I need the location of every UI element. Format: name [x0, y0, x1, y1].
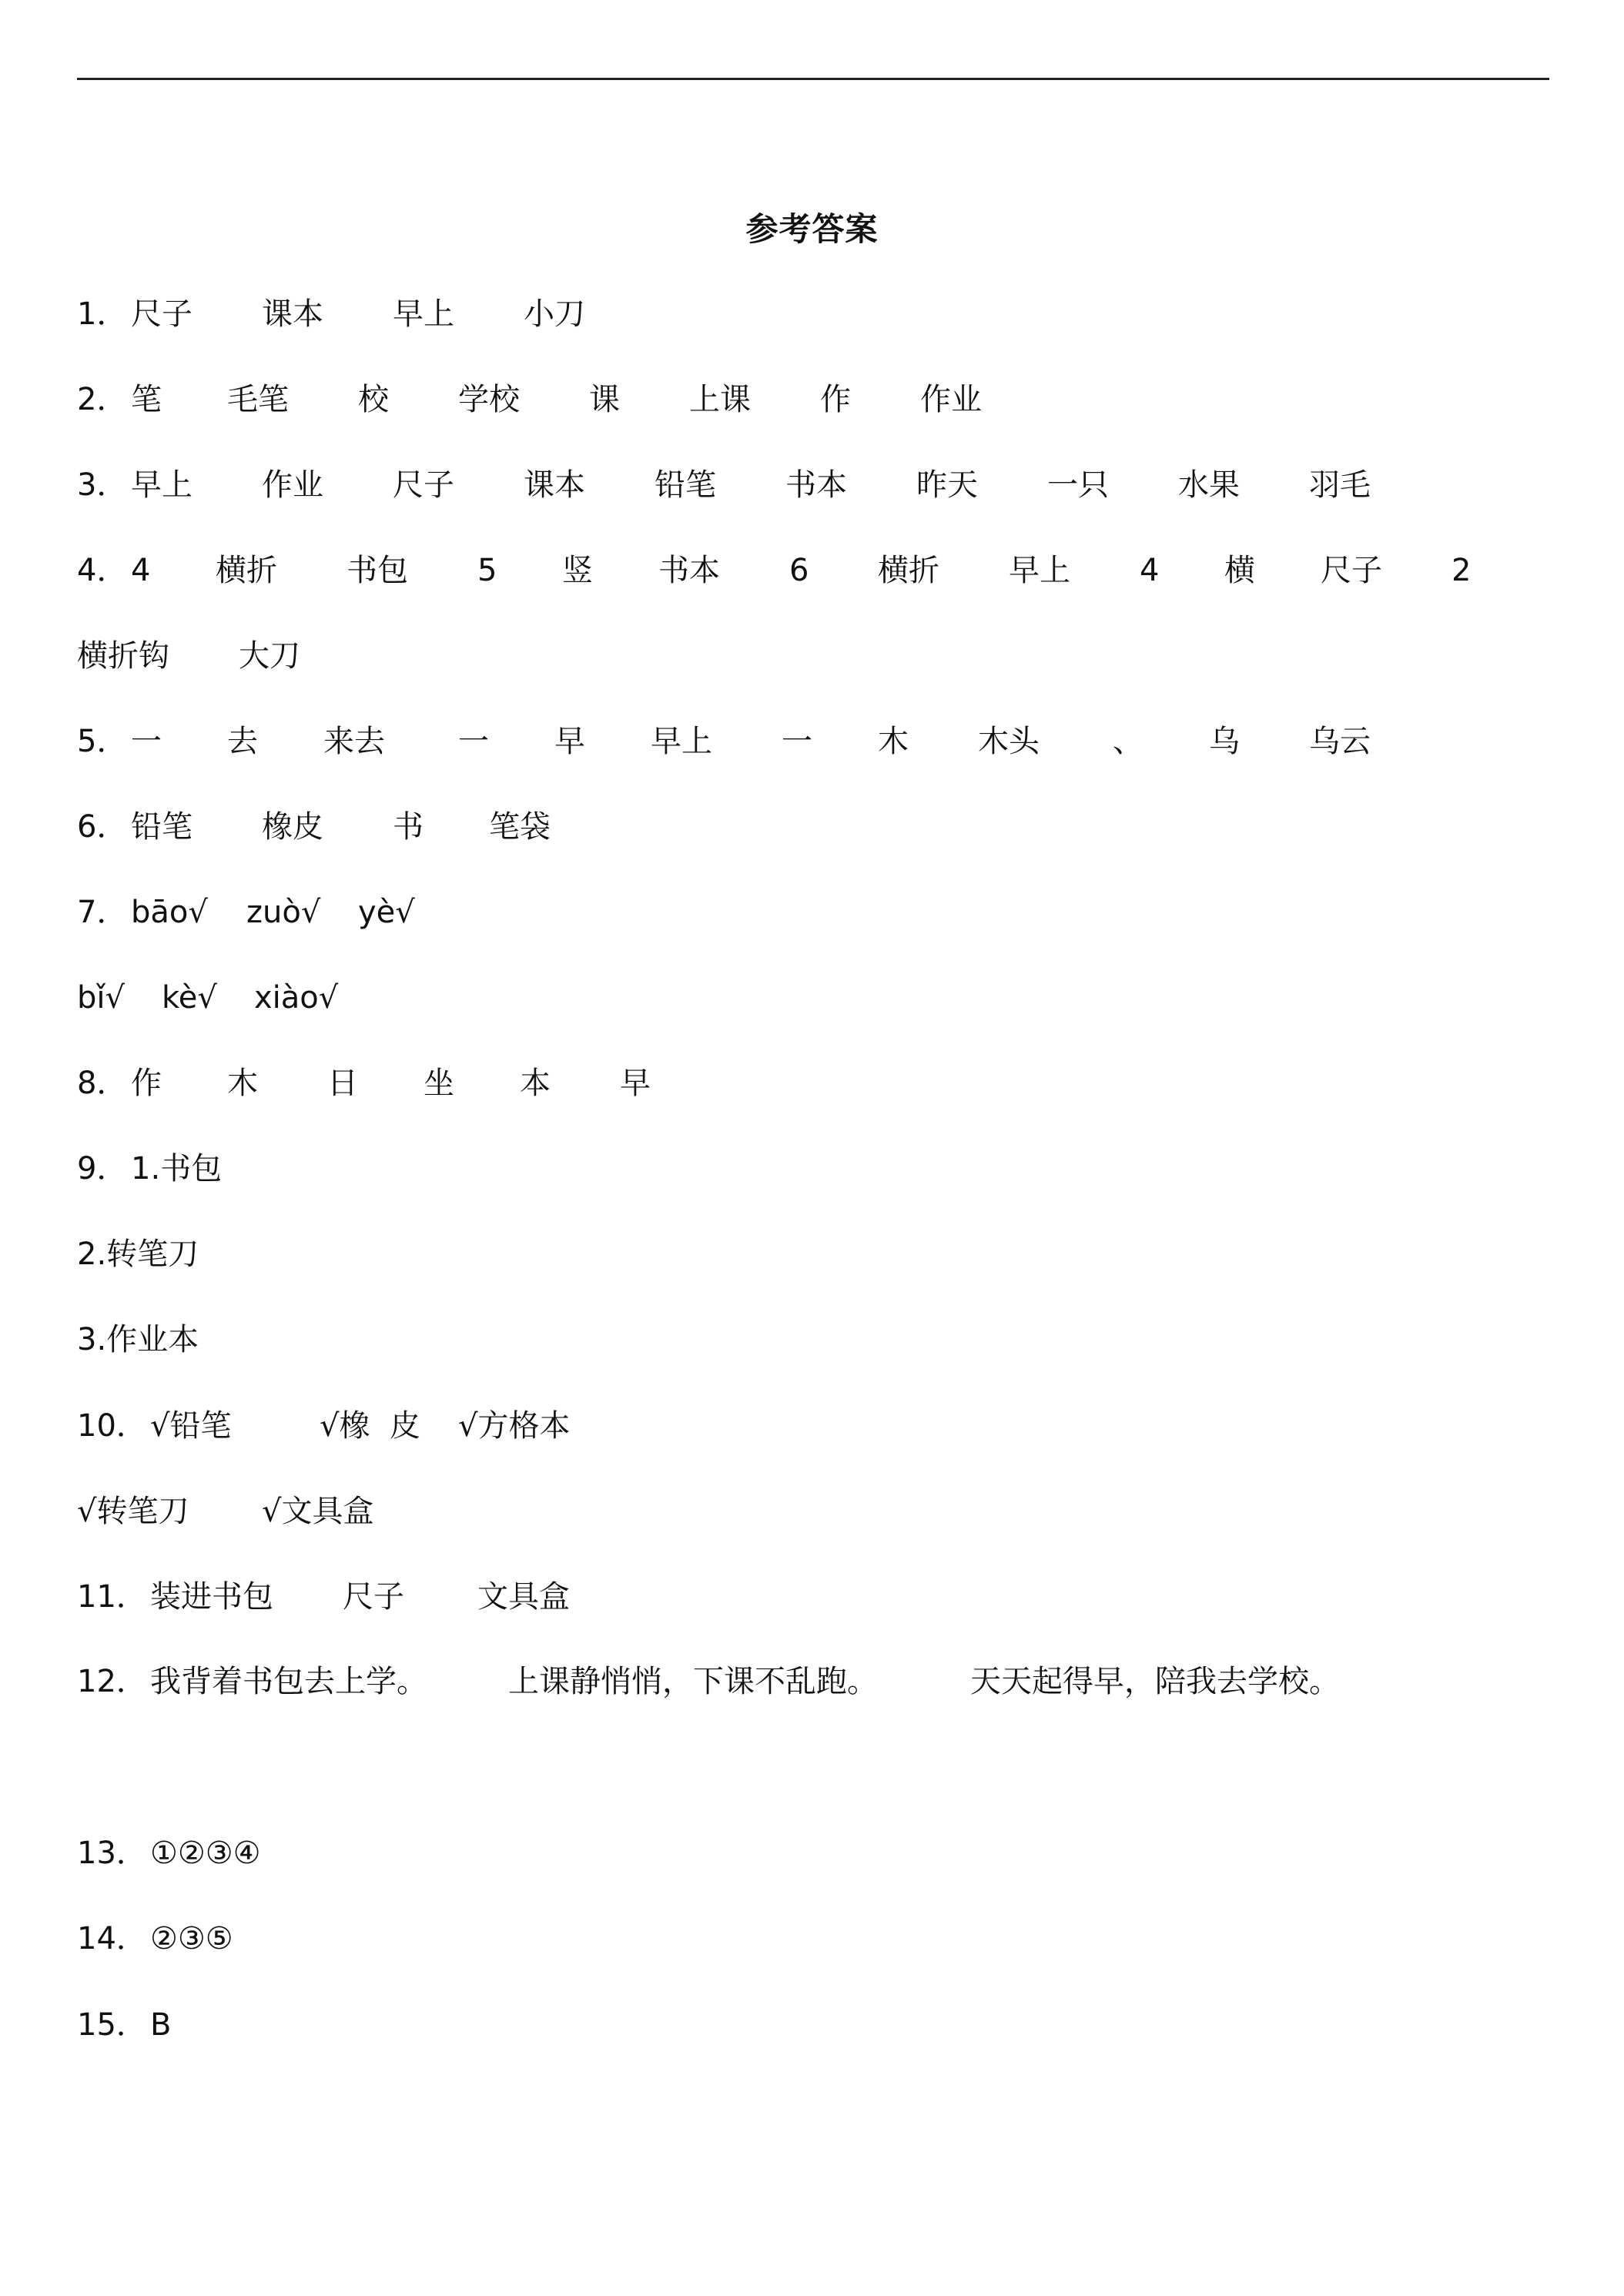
answer-item: bǐ√ [77, 980, 125, 1016]
answer-item: 早上 [651, 724, 712, 759]
answer-item: 、 [1113, 724, 1143, 759]
answer-item: 大刀 [239, 638, 300, 674]
question-number: 8． [77, 1066, 128, 1101]
answer-item: zuò√ [246, 895, 321, 930]
answer-item: 笔袋 [489, 809, 551, 845]
answer-item: 尺子 [343, 1579, 404, 1615]
question-number: 3． [77, 467, 128, 503]
answer-item: 一只 [1047, 467, 1109, 503]
question-number: 1． [77, 296, 128, 332]
answer-item: 竖 [562, 553, 593, 588]
answer-item: 早上 [393, 296, 454, 332]
answer-item: 去 [227, 724, 258, 759]
answer-item: 本 [520, 1066, 551, 1101]
answer-item: 1.书包 [131, 1151, 223, 1186]
answer-item: 作 [131, 1066, 162, 1101]
page-title: 参考答案 [745, 210, 879, 248]
question-number: 14． [77, 1921, 147, 1956]
answer-item: 2.转笔刀 [77, 1237, 199, 1272]
answer-item: 尺子 [1321, 553, 1382, 588]
answer-item: kè√ [162, 980, 217, 1016]
question-number: 15． [77, 2007, 147, 2043]
answer-item: 书本 [785, 467, 847, 503]
answer-item: 昨天 [916, 467, 978, 503]
answer-item: 5 [477, 553, 497, 588]
answer-item: 木头 [978, 724, 1040, 759]
answer-item: 乌 [1209, 724, 1240, 759]
answer-item: 我背着书包去上学。 [150, 1664, 427, 1699]
answer-item: 早上 [1009, 553, 1070, 588]
answer-item: √方格本 [458, 1408, 571, 1444]
answer-item: yè√ [358, 895, 415, 930]
question-number: 13． [77, 1836, 147, 1871]
answer-item: bāo√ [131, 895, 208, 930]
answer-item: 上课 [689, 382, 751, 417]
answer-item: 来去 [323, 724, 385, 759]
answer-item: 毛笔 [227, 382, 289, 417]
answer-item: 尺子 [131, 296, 193, 332]
question-number: 7． [77, 895, 128, 930]
answer-item: 早 [620, 1066, 651, 1101]
answer-item: 4 [131, 553, 151, 588]
answer-item: 课本 [262, 296, 323, 332]
question-number: 11． [77, 1579, 147, 1615]
question-number: 6． [77, 809, 128, 845]
answer-item: 日 [327, 1066, 358, 1101]
answer-item: 一 [131, 724, 162, 759]
answer-item: ①②③④ [150, 1836, 261, 1871]
question-number: 9． [77, 1151, 128, 1186]
answer-item: 课本 [524, 467, 585, 503]
answer-item: 木 [878, 724, 909, 759]
answer-item: ②③⑤ [150, 1921, 233, 1956]
answer-item: 2 [1452, 553, 1472, 588]
answer-item: 铅笔 [655, 467, 716, 503]
question-number: 10． [77, 1408, 147, 1444]
answer-item: 书本 [658, 553, 720, 588]
answer-item: 4 [1140, 553, 1160, 588]
answer-item: 横 [1224, 553, 1255, 588]
answer-item: 6 [789, 553, 809, 588]
answer-item: 上课静悄悄，下课不乱跑。 [508, 1664, 878, 1699]
answer-item: 书包 [347, 553, 408, 588]
answer-item: 水果 [1178, 467, 1240, 503]
answer-item: 文具盒 [477, 1579, 570, 1615]
answer-item: xiào√ [254, 980, 339, 1016]
answer-item: 乌云 [1309, 724, 1371, 759]
answer-item: 作 [820, 382, 851, 417]
answer-item: 尺子 [393, 467, 454, 503]
question-number: 4． [77, 553, 128, 588]
answer-item: 横折 [216, 553, 277, 588]
answer-item: 书 [393, 809, 424, 845]
header-rule [77, 78, 1549, 80]
answer-item: √转笔刀 [77, 1494, 189, 1529]
answer-item: 校 [358, 382, 389, 417]
answer-item: 小刀 [524, 296, 585, 332]
question-number: 12． [77, 1664, 147, 1699]
answer-item: 课 [589, 382, 620, 417]
answer-item: 早上 [131, 467, 193, 503]
answer-item: 铅笔 [131, 809, 193, 845]
answer-item: 一 [782, 724, 812, 759]
answer-item: 早 [554, 724, 585, 759]
answer-item: B [150, 2007, 172, 2043]
answer-item: √铅笔 [150, 1408, 232, 1444]
answer-item: 横折 [878, 553, 939, 588]
answer-item: 作业 [262, 467, 323, 503]
answer-item: 坐 [424, 1066, 454, 1101]
answer-item: 装进书包 [150, 1579, 273, 1615]
answer-item: 学校 [458, 382, 520, 417]
answer-item: 木 [227, 1066, 258, 1101]
answer-item: 天天起得早，陪我去学校。 [970, 1664, 1340, 1699]
answer-item: √文具盒 [262, 1494, 374, 1529]
question-number: 5． [77, 724, 128, 759]
answer-item: √橡 皮 [320, 1408, 420, 1444]
answer-item: 橡皮 [262, 809, 323, 845]
answer-item: 作业 [920, 382, 982, 417]
answer-item: 横折钩 [77, 638, 169, 674]
answer-item: 羽毛 [1309, 467, 1371, 503]
answer-item: 笔 [131, 382, 162, 417]
answer-item: 一 [458, 724, 489, 759]
answer-item: 3.作业本 [77, 1322, 199, 1357]
question-number: 2． [77, 382, 128, 417]
